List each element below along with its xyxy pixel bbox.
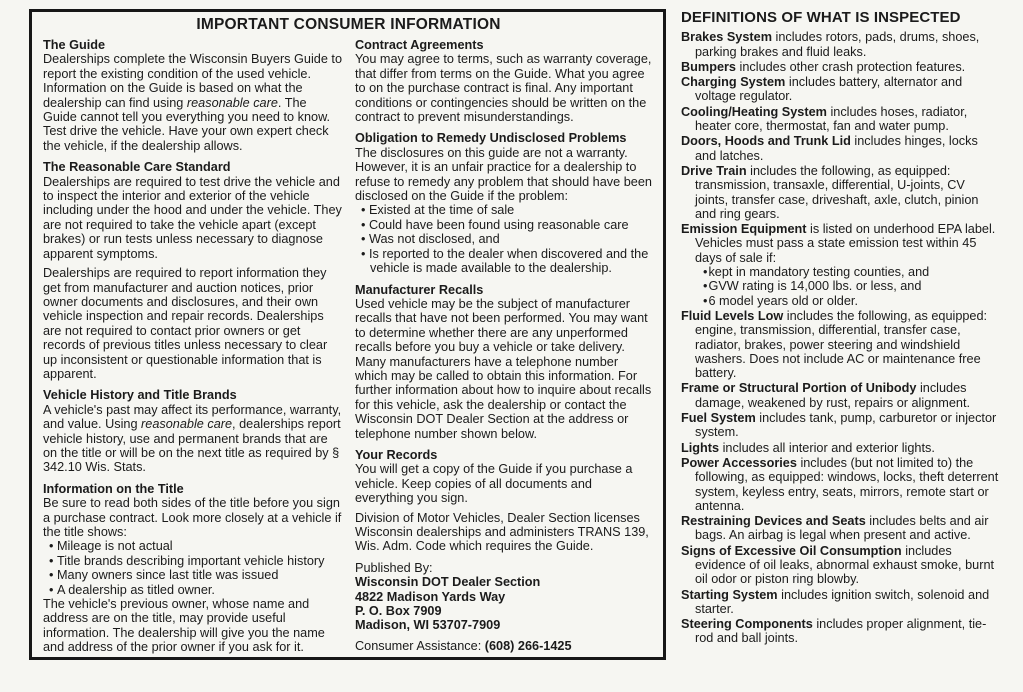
publisher-address-line: P. O. Box 7909 — [355, 604, 442, 619]
bullet-item: • GVW rating is 14,000 lbs. or less, and — [695, 279, 999, 293]
section-information-on-title — [43, 482, 342, 655]
problem-conditions-list — [355, 203, 654, 275]
definition-item — [681, 60, 999, 74]
definition-item — [681, 164, 999, 221]
title-warning-list — [43, 539, 342, 597]
definition-term: Doors, Hoods and Trunk Lid — [681, 134, 851, 149]
paragraph — [43, 403, 342, 475]
bullet-item: • A dealership as titled owner. — [43, 583, 342, 597]
definition-text: includes the following, as equipped: transmission, transaxle, differential, U-joints, CV joints, transfer case, driveshaft, axle, clutch, pinion and ring gears. — [695, 163, 979, 221]
definition-text: includes evidence of oil leaks, abnormal exhaust smoke, burnt oil odor or piston ring blowby. — [695, 543, 995, 587]
section-heading: The Guide — [43, 38, 106, 52]
definition-term: Drive Train — [681, 163, 747, 178]
section-heading: Manufacturer Recalls — [355, 282, 484, 297]
definition-item — [681, 134, 999, 163]
paragraph: Be sure to read both sides of the title before you sign a purchase contract. Look more closely at a vehicle if the title shows: — [43, 496, 342, 539]
definition-text: includes ignition switch, solenoid and starter. — [695, 587, 990, 616]
section-obligation-to-remedy — [355, 131, 654, 275]
section-contract-agreements — [355, 38, 654, 124]
section-heading: The Reasonable Care Standard — [43, 160, 231, 175]
definitions-title: DEFINITIONS OF WHAT IS INSPECTED — [681, 9, 961, 26]
section-heading: Contract Agreements — [355, 38, 484, 52]
definition-term: Starting System — [681, 587, 778, 602]
definition-term: Cooling/Heating System — [681, 104, 827, 119]
definition-text: includes all interior and exterior lights. — [722, 440, 935, 455]
definition-item — [681, 544, 999, 587]
paragraph: Dealerships are required to test drive the vehicle and to inspect the interior and exterior of the vehicle including under the hood and under the vehicle. They are not required to take the vehicle apart (except brakes) or run tests unless necessary to diagnose apparent symptoms. — [43, 174, 342, 261]
paragraph: You will get a copy of the Guide if you purchase a vehicle. Keep copies of all documents and everything you sign. — [355, 462, 633, 506]
definition-term: Fuel System — [681, 411, 756, 426]
bullet-item: • Title brands describing important vehicle history — [43, 554, 342, 568]
paragraph-text: Dealerships complete the Wisconsin Buyers Guide to report the existing condition of the used vehicle. Information on the Guide is based on what the dealership can find using — [43, 52, 342, 110]
paragraph-italic-text: reasonable care — [141, 417, 233, 432]
definition-term: Charging System — [681, 75, 786, 90]
definition-term: Power Accessories — [681, 455, 797, 470]
definition-item — [681, 75, 999, 104]
consumer-info-column-1 — [43, 38, 342, 660]
consumer-assistance-line — [355, 639, 654, 653]
definition-item — [681, 381, 999, 410]
section-heading: Vehicle History and Title Brands — [43, 388, 237, 403]
paragraph-italic-text: reasonable care — [186, 95, 278, 110]
definition-text: includes proper alignment, tie-rod and ball joints. — [695, 617, 987, 646]
section-the-guide — [43, 38, 342, 153]
paragraph: Dealerships are required to report information they get from manufacturer and auction notices, prior owner documents and disclosures, and their own vehicle inspection and repair records. Dealerships are not required to contact prior owners or get records of previous titles unless necessary to clear up inconsistent or questionable information that is apparent. — [43, 266, 328, 381]
definition-item — [681, 514, 999, 543]
consumer-information-box — [29, 9, 666, 660]
definition-item — [681, 30, 999, 59]
bullet-item: • Existed at the time of sale — [355, 203, 654, 217]
bullet-item: • Many owners since last title was issued — [43, 568, 342, 582]
definition-term: Steering Components — [681, 617, 813, 632]
definition-text: includes tank, pump, carburetor or injector system. — [695, 411, 997, 440]
definition-text: includes the following, as equipped: engine, transmission, differential, transfer case, radiator, brakes, power steering and windshield washers. Does not include AC or maintenance free battery. — [695, 308, 988, 381]
definition-item — [681, 105, 999, 134]
bullet-item: • Was not disclosed, and — [355, 232, 654, 246]
paragraph: The vehicle's previous owner, whose name and address are on the title, may provide useful information. The dealership will give you the name and address of the prior owner if you ask for it. — [43, 597, 325, 655]
section-your-records — [355, 448, 654, 554]
definition-item — [681, 441, 999, 455]
section-vehicle-history-title-brands — [43, 388, 342, 474]
bullet-item: • kept in mandatory testing counties, and — [695, 265, 999, 279]
definition-term: Lights — [681, 440, 720, 455]
definition-term: Fluid Levels Low — [681, 308, 784, 323]
definition-text: includes (but not limited to) the following, as equipped: windows, locks, theft deterrent system, keyless entry, seats, mirrors, remote start or antenna. — [695, 455, 999, 513]
definition-item — [681, 411, 999, 440]
definition-item — [681, 456, 999, 513]
publisher-address-line: 4822 Madison Yards Way — [355, 589, 506, 604]
definition-term: Brakes System — [681, 30, 772, 45]
bullet-item: • Could have been found using reasonable care — [355, 218, 654, 232]
definition-term: Restraining Devices and Seats — [681, 514, 866, 529]
paragraph: The disclosures on this guide are not a warranty. However, it is an unfair practice for a dealership to refuse to remedy any problem that should have been disclosed on the Guide if the problem: — [355, 145, 652, 204]
section-heading: Your Records — [355, 447, 438, 462]
paragraph-text: A vehicle's past may affect its performance, warranty, and value. Using — [43, 402, 342, 432]
definition-term: Frame or Structural Portion of Unibody — [681, 381, 917, 396]
section-manufacturer-recalls — [355, 283, 654, 441]
definition-text: includes hinges, locks and latches. — [695, 134, 978, 163]
definition-item — [681, 222, 999, 308]
publisher-address-line: Madison, WI 53707-7909 — [355, 618, 501, 633]
bullet-item: • Is reported to the dealer when discovered and the vehicle is made available to the dealership. — [355, 247, 654, 276]
paragraph — [43, 52, 342, 153]
paragraph-text: . The Guide cannot tell you everything you need to know. Test drive the vehicle. Have your own expert check the vehicle, if the dealership allows. — [43, 95, 331, 153]
publisher-name: Wisconsin DOT Dealer Section — [355, 575, 541, 590]
published-by-label: Published By: — [355, 560, 433, 575]
consumer-assistance-phone: (608) 266-1425 — [484, 638, 572, 653]
definition-item — [681, 309, 999, 380]
bullet-item: • 6 model years old or older. — [695, 294, 999, 308]
paragraph: Division of Motor Vehicles, Dealer Section licenses Wisconsin dealerships and administers TRANS 139, Wis. Adm. Code which requires the Guide. — [355, 510, 649, 554]
definition-term: Bumpers — [681, 59, 736, 74]
definition-item — [681, 588, 999, 617]
definition-text: includes battery, alternator and voltage regulator. — [695, 75, 963, 104]
definition-text: includes damage, weakened by rust, repairs or alignment. — [695, 381, 971, 410]
section-heading: Obligation to Remedy Undisclosed Problems — [355, 131, 627, 146]
definitions-panel — [681, 11, 999, 647]
definition-item — [681, 617, 999, 646]
definition-text: is listed on underhood EPA label. Vehicles must pass a state emission test within 45 days of sale if: — [695, 222, 996, 265]
definition-term: Emission Equipment — [681, 222, 807, 237]
paragraph: Used vehicle may be the subject of manufacturer recalls that have not been performed. You may want to determine whether there are any unperformed recalls before you buy a vehicle or take delivery. Many manufacturers have a telephone number which may be called to obtain this information. For further information about how to inquire about recalls for this vehicle, ask the dealership or contact the Wisconsin DOT Dealer Section at the address or telephone number shown below. — [355, 296, 652, 441]
section-heading: Information on the Title — [43, 481, 184, 496]
bullet-item: • Mileage is not actual — [43, 539, 342, 553]
section-reasonable-care-standard — [43, 160, 342, 381]
consumer-assistance-label: Consumer Assistance: — [355, 638, 482, 653]
definition-text: includes hoses, radiator, heater core, thermostat, fan and water pump. — [695, 104, 968, 134]
consumer-information-title: IMPORTANT CONSUMER INFORMATION — [196, 16, 501, 33]
paragraph: You may agree to terms, such as warranty coverage, that differ from terms on the Guide. What you agree to on the purchase contract is final. Any important conditions or contingencies should be written on the contract to prevent misunderstandings. — [355, 52, 652, 125]
emission-conditions-list — [695, 265, 999, 308]
consumer-information-columns — [43, 38, 654, 660]
paragraph-text: , dealerships report vehicle history, use and permanent brands that are on the title or will be on the next title as required by § 342.10 Wis. Stats. — [43, 417, 341, 475]
publisher-block — [355, 561, 654, 653]
consumer-info-column-2 — [355, 38, 654, 660]
definition-text: includes belts and air bags. An airbag is legal when present and active. — [695, 514, 989, 543]
definition-text: includes rotors, pads, drums, shoes, parking brakes and fluid leaks. — [695, 30, 980, 59]
definition-term: Signs of Excessive Oil Consumption — [681, 543, 902, 558]
definition-text: includes other crash protection features. — [739, 59, 966, 74]
